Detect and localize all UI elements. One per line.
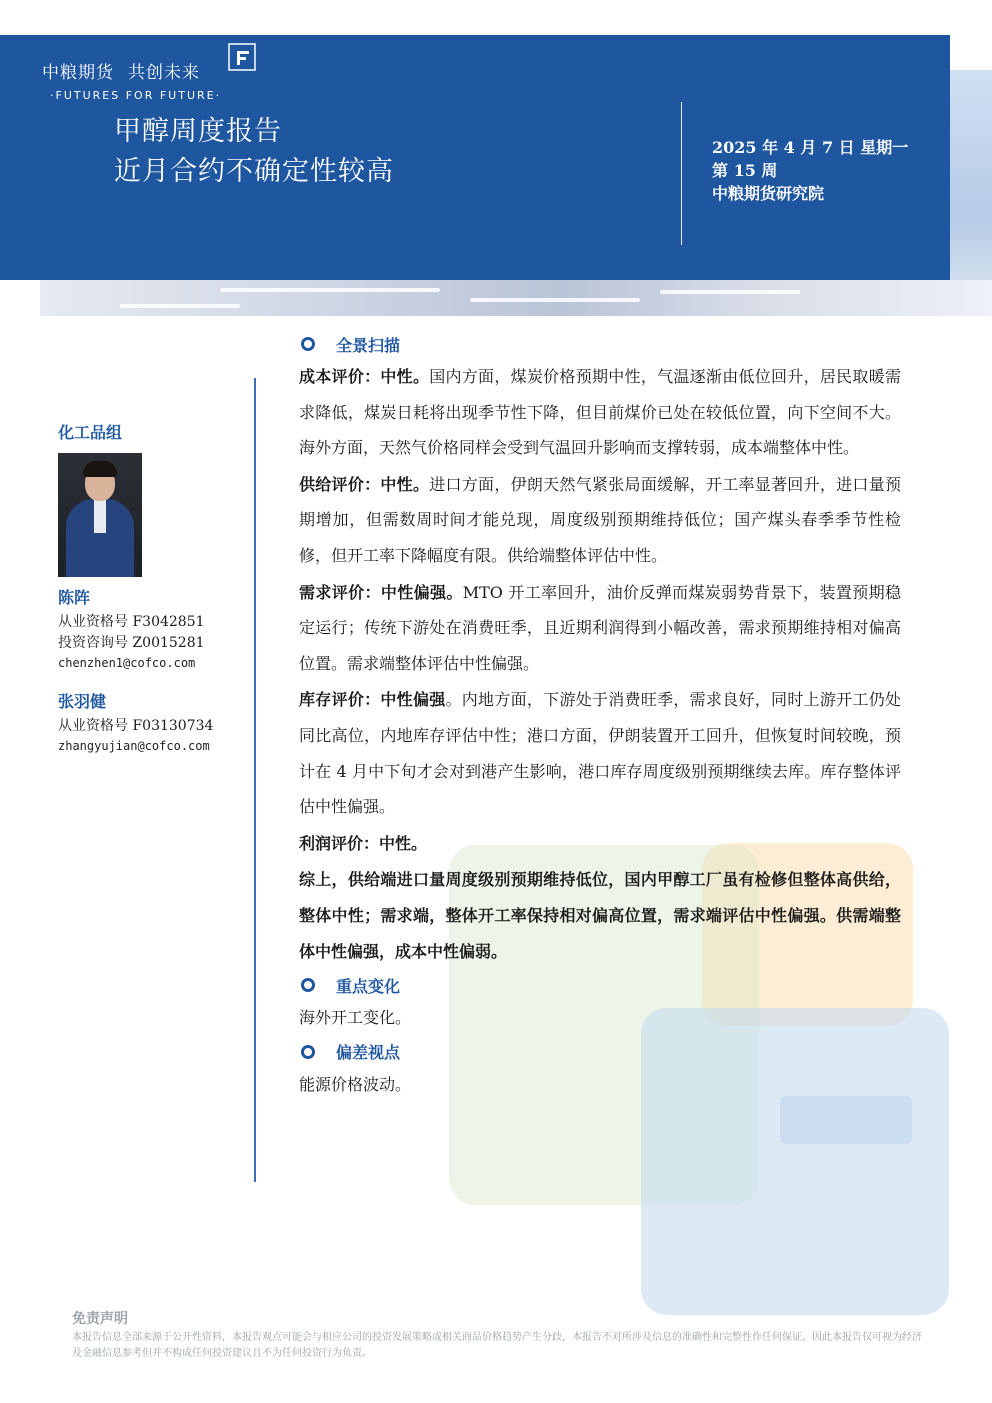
report-date: 2025 年 4 月 7 日 星期一 [712,138,909,157]
logo-english: ·FUTURES FOR FUTURE· [50,89,222,102]
analyst-name: 陈阵 [58,588,91,607]
analyst-email[interactable]: chenzhen1@cofco.com [58,656,196,670]
company-logo [42,58,221,102]
supply-evaluation: 供给评价：中性。进口方面，伊朗天然气紧张局面缓解，开工率显著回升，进口量预期增加，但需数周时间才能兑现，周度级别预期维持低位；国产煤头春季季节性检修，但开工率下降幅度有限。供给端整体评估中性。 [299,474,901,565]
analyst-sidebar [58,420,248,756]
key-changes-text: 海外开工变化。 [299,1008,412,1028]
inventory-evaluation: 库存评价：中性偏强。内地方面，下游处于消费旺季，需求良好，同时上游开工仍处同比高位，内地库存评估中性；港口方面，伊朗装置开工回升，但恢复时间较晚，预计在 4 月中下旬才会对到港产生影响，港口库存周度级别预期继续去库。库存整体评估中性偏强。 [299,690,901,817]
risk-text: 能源价格波动。 [299,1074,412,1094]
report-week: 第 15 周 [712,161,778,180]
analyst-photo [58,453,142,577]
report-institute: 中粮期货研究院 [712,184,825,203]
circle-bullet-icon [301,1045,315,1059]
header-divider [681,102,682,245]
sidebar-divider [254,378,256,1182]
profit-evaluation: 利润评价：中性。 [299,833,428,853]
logo-slogan: 共创未来 [128,63,200,83]
overview-summary: 综上，供给端进口量周度级别预期维持低位，国内甲醇工厂虽有检修但整体高供给，整体中性；需求端，整体开工率保持相对偏高位置，需求端评估中性偏强。供需端整体中性偏强，成本中性偏弱。 [299,870,901,961]
analyst-qualification: 从业资格号 F3042851 [58,614,205,630]
demand-evaluation: 需求评价：中性偏强。MTO 开工率回升，油价反弹而煤炭弱势背景下，装置预期稳定运行；传统下游处在消费旺季，且近期利润得到小幅改善，需求预期维持相对偏高位置。需求端整体评估中性偏强。 [299,582,901,673]
report-body [299,330,901,1102]
logo-company-name: 中粮期货 [42,63,114,83]
circle-bullet-icon [301,337,315,351]
analyst-name: 张羽健 [58,692,107,711]
report-title-sub: 近月合约不确定性较高 [114,156,394,187]
disclaimer [72,1308,927,1362]
report-title-main: 甲醇周度报告 [114,116,282,147]
section-heading-changes: 重点变化 [299,971,901,999]
report-title [114,112,394,192]
section-heading-risk: 偏差视点 [299,1038,901,1066]
disclaimer-title: 免责声明 [72,1311,128,1327]
decor-bar [780,1096,912,1144]
analyst-consulting-number: 投资咨询号 Z0015281 [58,635,205,651]
report-meta [712,136,908,205]
logo-mark-icon [228,43,256,71]
cost-evaluation: 成本评价：中性。国内方面，煤炭价格预期中性，气温逐渐由低位回升，居民取暖需求降低，煤炭日耗将出现季节性下降，但目前煤价已处在较低位置，向下空间不大。海外方面，天然气价格同样会受到气温回升影响而支撑转弱，成本端整体中性。 [299,367,901,458]
team-name: 化工品组 [58,423,123,442]
section-heading-overview: 全景扫描 [299,330,901,358]
circle-bullet-icon [301,978,315,992]
disclaimer-text: 本报告信息全部来源于公开性资料，本报告观点可能会与相应公司的投资发展策略或相关商品价格趋势产生分歧，本报告不对所涉及信息的准确性和完整性作任何保证。因此本报告仅可视为经济及金融信息参考但并不构成任何投资建议且不为任何投资行为负责。 [72,1332,922,1359]
analyst-email[interactable]: zhangyujian@cofco.com [58,739,210,753]
analyst-qualification: 从业资格号 F03130734 [58,718,214,734]
header-photo-strip [40,280,992,316]
